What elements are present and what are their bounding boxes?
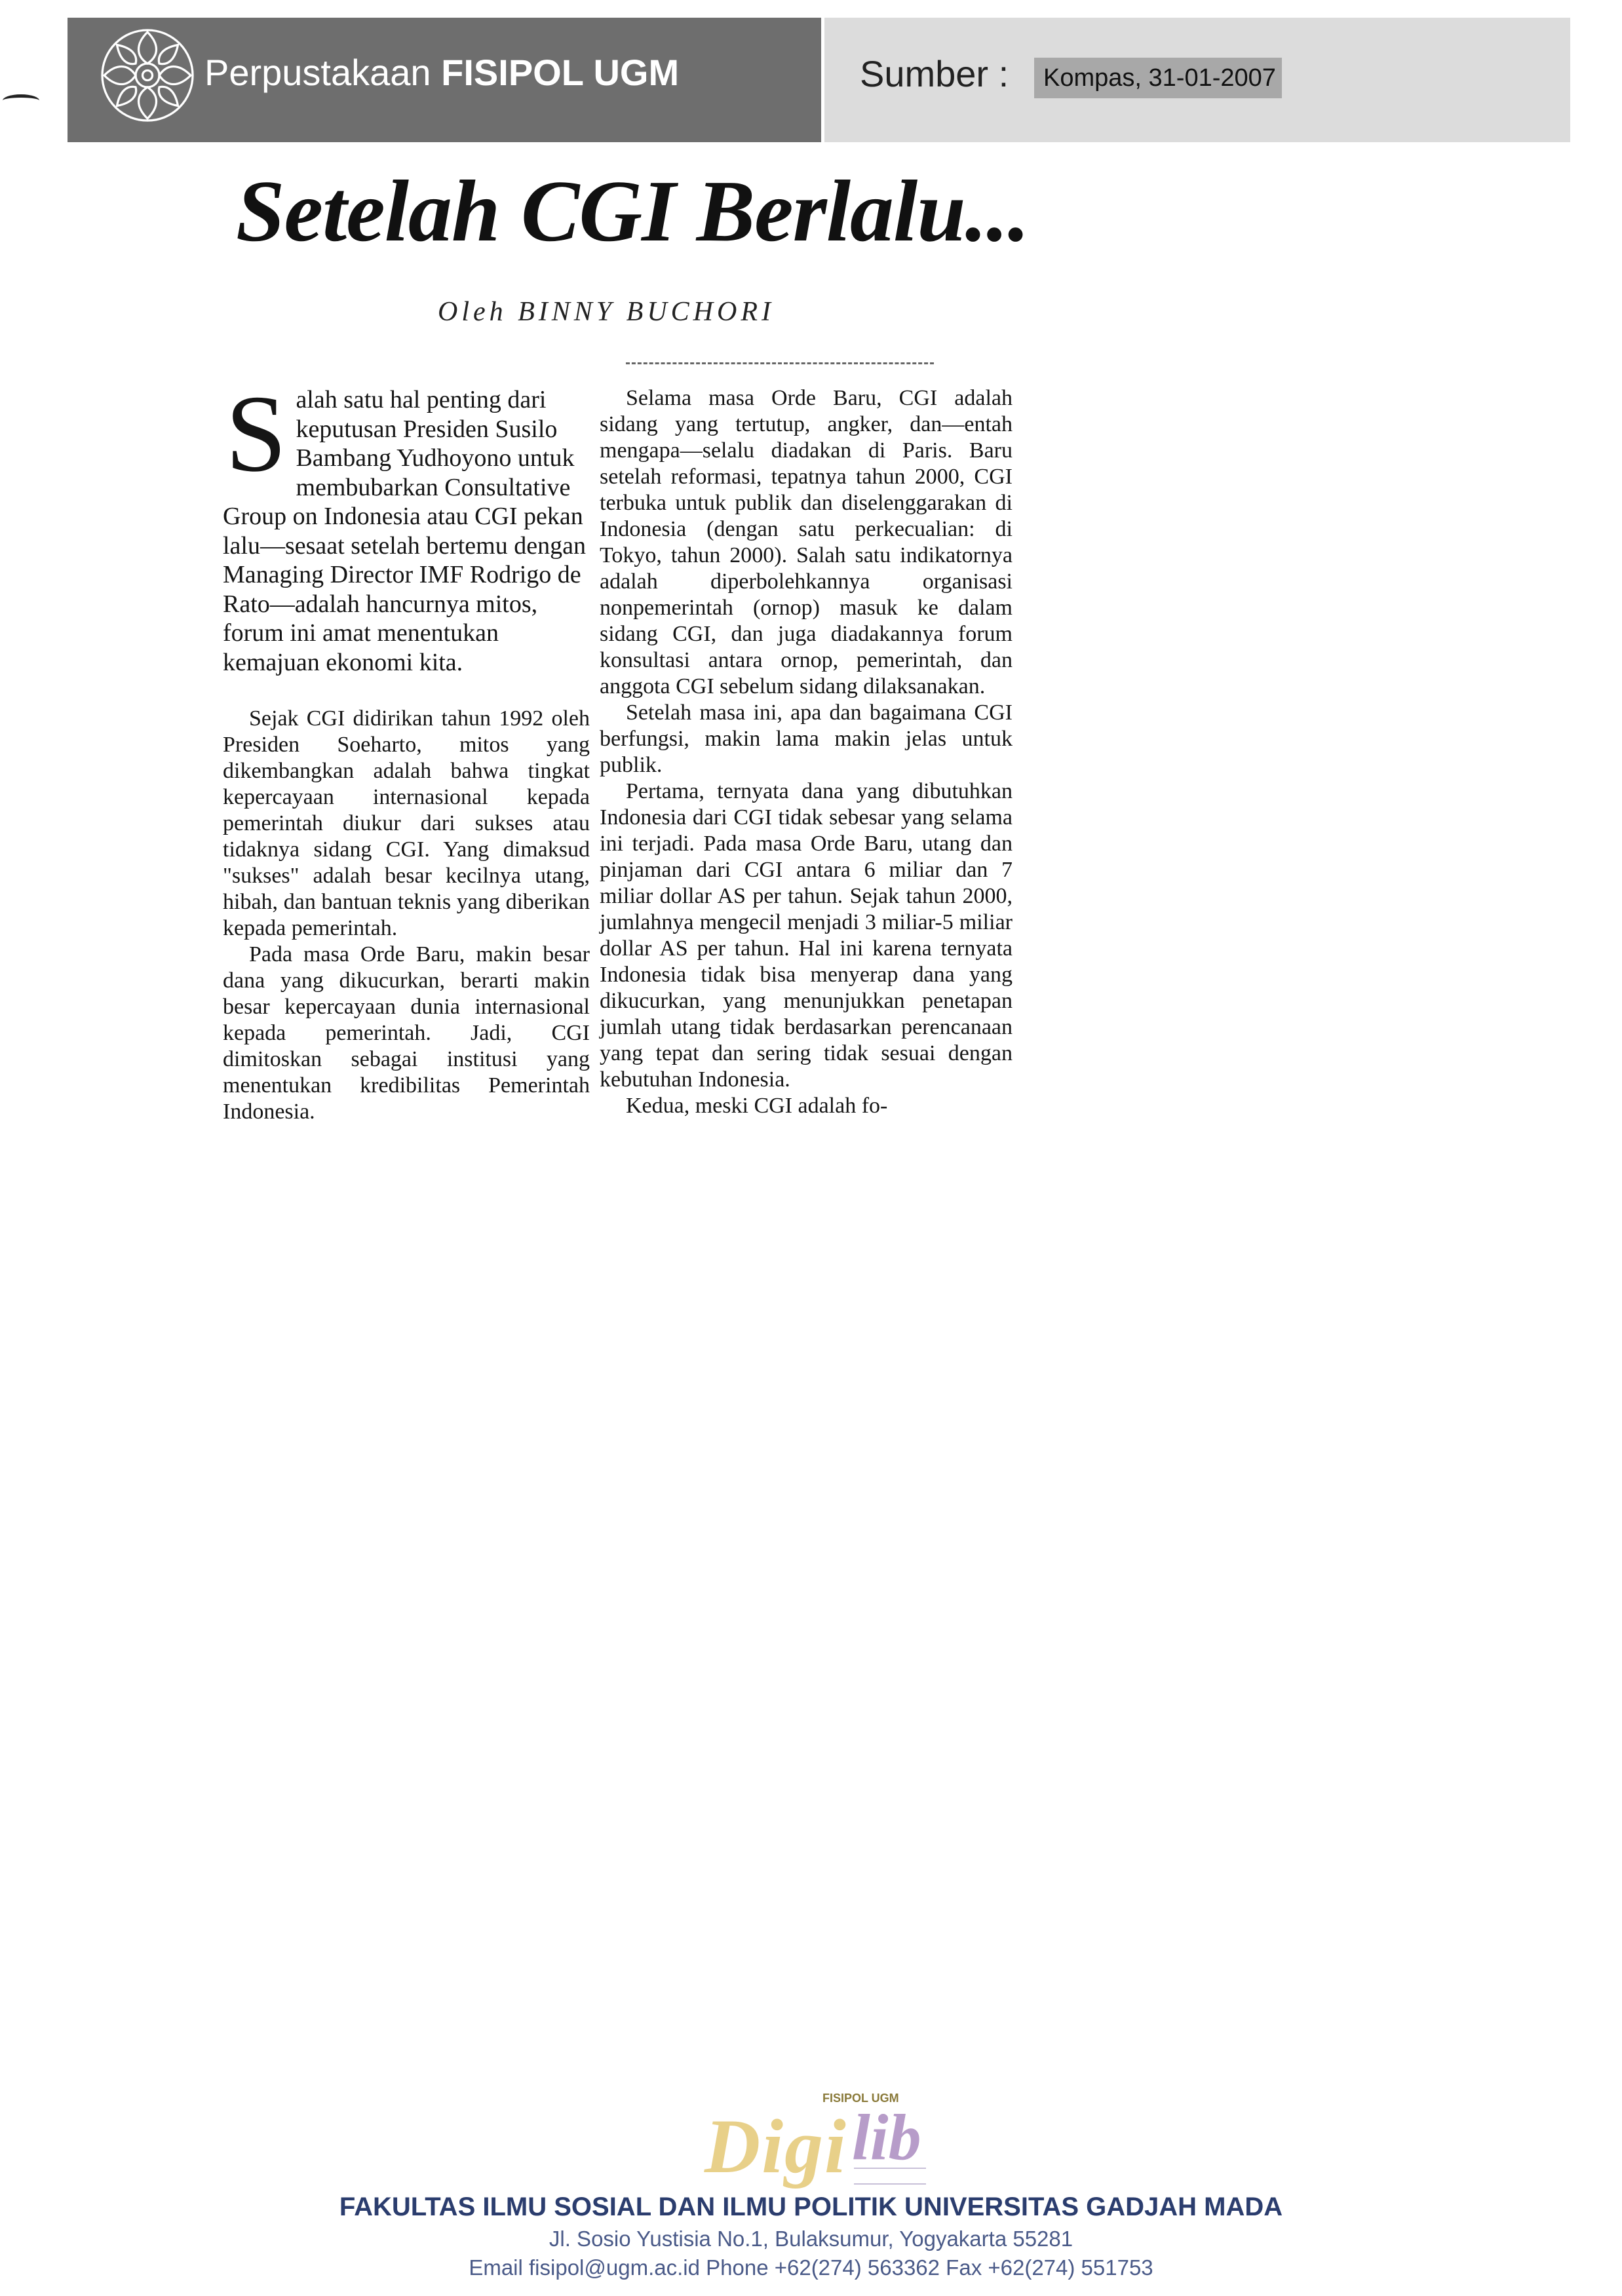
logo-caption: FISIPOL UGM bbox=[822, 2092, 899, 2105]
article-paragraph: Pertama, ternyata dana yang dibutuhkan Indonesia dari CGI tidak sebesar yang selama ini terjadi. Pada masa Orde Baru, utang dan pinjaman dari CGI antara 6 miliar dan 7 miliar dollar AS per tahun. Sejak tahun 2000, jumlahnya mengecil menjadi 3 miliar-5 miliar dollar AS per tahun. Hal ini karena ternyata Indonesia tidak bisa menyerap dana yang dikucurkan, yang menunjukkan penetapan jumlah utang tidak berdasarkan perencanaan yang tepat dan sering tidak sesuai dengan kebutuhan Indonesia. bbox=[600, 779, 1013, 1092]
article-paragraph: Sejak CGI didirikan tahun 1992 oleh Presiden Soeharto, mitos yang dikembangkan adalah bahwa tingkat kepercayaan internasional kepada pemerintah diukur dari sukses atau tidaknya sidang CGI. Yang dimaksud "sukses" adalah besar kecilnya utang, hibah, dan bantuan teknis yang diberikan kepada pemerintah. bbox=[223, 706, 590, 940]
scan-artifact-mark bbox=[3, 94, 39, 107]
article-paragraph: Setelah masa ini, apa dan bagaimana CGI berfungsi, makin lama makin jelas untuk publik. bbox=[600, 700, 1013, 777]
ugm-seal-icon bbox=[98, 26, 197, 124]
article-paragraph: Pada masa Orde Baru, makin besar dana yang dikucurkan, berarti makin besar kepercayaan dunia internasional kepada pemerintah. Jadi, CGI dimitoskan sebagai institusi yang menentukan kredibilitas Pemerintah Indonesia. bbox=[223, 942, 590, 1124]
source-value: Kompas, 31-01-2007 bbox=[1034, 58, 1282, 98]
faculty-contact: Email fisipol@ugm.ac.id Phone +62(274) 563362 Fax +62(274) 551753 bbox=[469, 2255, 1153, 2280]
faculty-address: Jl. Sosio Yustisia No.1, Bulaksumur, Yogyakarta 55281 bbox=[549, 2227, 1073, 2251]
logo-tagline-lines bbox=[854, 2168, 926, 2185]
source-label: Sumber : bbox=[860, 53, 1009, 94]
logo-digi-text: Digi bbox=[705, 2103, 847, 2189]
faculty-name: FAKULTAS ILMU SOSIAL DAN ILMU POLITIK UNIVERSITAS GADJAH MADA bbox=[339, 2192, 1283, 2221]
drop-cap: S bbox=[225, 373, 287, 495]
digilib-logo bbox=[705, 2090, 927, 2189]
library-name: FISIPOL UGM bbox=[441, 52, 680, 93]
article-paragraph: Selama masa Orde Baru, CGI adalah sidang yang tertutup, angker, dan—entah mengapa—selalu diadakan di Paris. Baru setelah reformasi, tepatnya tahun 2000, CGI terbuka untuk publik dan diselenggarakan di Indonesia (dengan satu perkecualian: di Tokyo, tahun 2000). Salah satu indikatornya adalah diperbolehkannya organisasi nonpemerintah (ornop) masuk ke dalam sidang CGI, dan juga diadakannya forum konsultasi antara ornop, pemerintah, dan anggota CGI sebelum sidang dilaksanakan. bbox=[600, 386, 1013, 698]
byline-divider bbox=[626, 362, 934, 364]
article-column-1 bbox=[223, 373, 590, 1125]
library-title bbox=[204, 51, 679, 94]
article-column-2 bbox=[600, 385, 1013, 1119]
lead-text: alah satu hal penting dari keputusan Presiden Susilo Bambang Yudhoyono untuk membubarkan Consultative Group on Indonesia atau CGI pekan lalu—sesaat setelah bertemu dengan Managing Director IMF Rodrigo de Rato—adalah hancurnya mitos, forum ini amat menentukan kemajuan ekonomi kita. bbox=[223, 386, 586, 676]
library-prefix: Perpustakaan bbox=[204, 52, 431, 93]
article-byline: Oleh BINNY BUCHORI bbox=[438, 297, 775, 327]
article-headline: Setelah CGI Berlalu... bbox=[236, 163, 1030, 259]
lead-paragraph bbox=[223, 373, 590, 677]
logo-lib-text: lib bbox=[852, 2101, 921, 2173]
article-paragraph: Kedua, meski CGI adalah fo- bbox=[626, 1094, 888, 1118]
